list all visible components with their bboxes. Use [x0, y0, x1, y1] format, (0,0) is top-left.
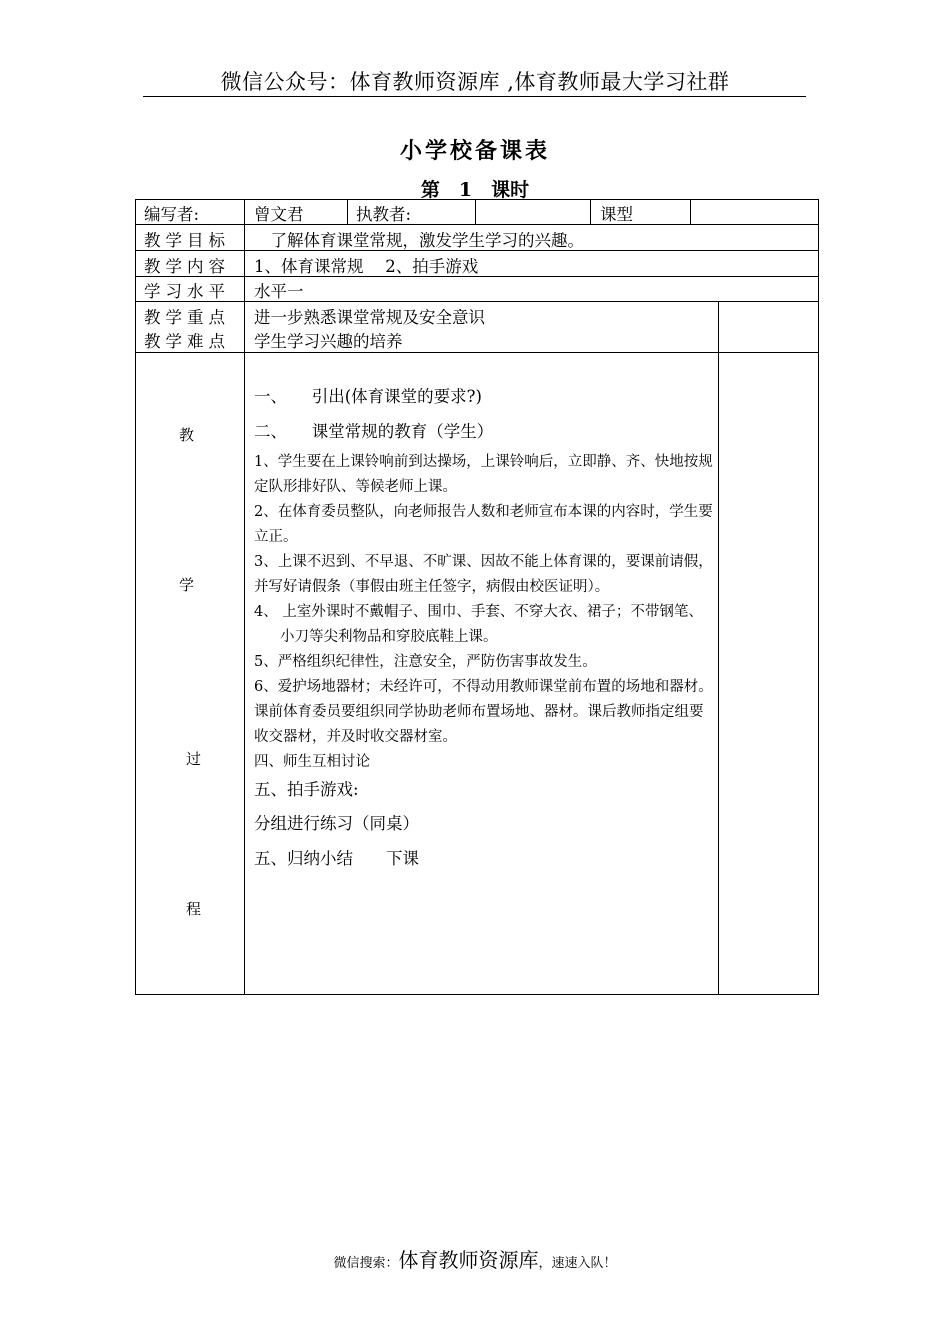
header-text: 微信公众号：体育教师资源库 ,体育教师最大学习社群 [220, 70, 730, 94]
rule-item: 2、在体育委员整队，向老师报告人数和老师宣布本课的内容时，学生要立正。 [254, 504, 713, 545]
rule-item: 4、 上室外课时不戴帽子、围巾、手套、不穿大衣、裙子；不带钢笔、小刀等尖利物品和穿胶底鞋上课。 [254, 604, 703, 645]
rules-list [254, 450, 714, 775]
process-heading-2: 二、 课堂常规的教育（学生） [254, 422, 494, 441]
rule-item: 5、严格组织纪律性，注意安全，严防伤害事故发生。 [254, 654, 597, 670]
difficulty-value: 学生学习兴趣的培养 [254, 332, 403, 351]
lesson-number: 第 1 课时 [420, 179, 530, 201]
process-label-char: 过 [186, 750, 202, 768]
footer-suffix: ，速速入队！ [538, 1256, 617, 1271]
footer [0, 1244, 950, 1273]
rule-item: 1、学生要在上课铃响前到达操场，上课铃响后，立即静、齐、快地按规定队形排好队、等候老师上课。 [254, 454, 713, 495]
section-discussion: 四、师生互相讨论 [254, 754, 370, 770]
section-game: 五、拍手游戏: [254, 780, 359, 799]
goal-label: 教学目标 [144, 231, 230, 250]
key-point-value: 进一步熟悉课堂常规及安全意识 [254, 308, 485, 327]
level-value: 水平一 [254, 282, 304, 301]
process-label-char: 教 [179, 426, 195, 444]
type-label: 课型 [600, 205, 633, 224]
author-value: 曾文君 [254, 205, 304, 224]
rule-item: 3、上课不迟到、不早退、不旷课、因故不能上体育课的，要课前请假，并写好请假条（事假由班主任签字，病假由校医证明）。 [254, 554, 713, 595]
footer-name: 体育教师资源库 [398, 1248, 539, 1272]
section-summary: 五、归纳小结 下课 [254, 849, 419, 868]
content-value: 1、体育课常规 2、拍手游戏 [254, 257, 479, 276]
difficulty-label: 教学难点 [144, 332, 230, 351]
section-game-practice: 分组进行练习（同桌） [254, 814, 419, 833]
process-heading-1: 一、 引出(体育课堂的要求?) [254, 387, 482, 406]
header-rule [143, 96, 806, 97]
author-label: 编写者: [144, 205, 200, 224]
teacher-label: 执教者: [356, 205, 412, 224]
level-label: 学习水平 [144, 282, 230, 301]
rule-item: 6、爱护场地器材；未经许可，不得动用教师课堂前布置的场地和器材。课前体育委员要组织同学协助老师布置场地、器材。课后教师指定组要收交器材，并及时收交器材室。 [254, 679, 713, 745]
process-label-char: 学 [179, 576, 195, 594]
content-label: 教学内容 [144, 257, 230, 276]
key-point-label: 教学重点 [144, 308, 230, 327]
process-label-char: 程 [186, 900, 202, 918]
page-title: 小学校备课表 [399, 138, 550, 164]
goal-value: 了解体育课堂常规，激发学生学习的兴趣。 [254, 231, 584, 250]
footer-prefix: 微信搜索： [333, 1256, 399, 1271]
